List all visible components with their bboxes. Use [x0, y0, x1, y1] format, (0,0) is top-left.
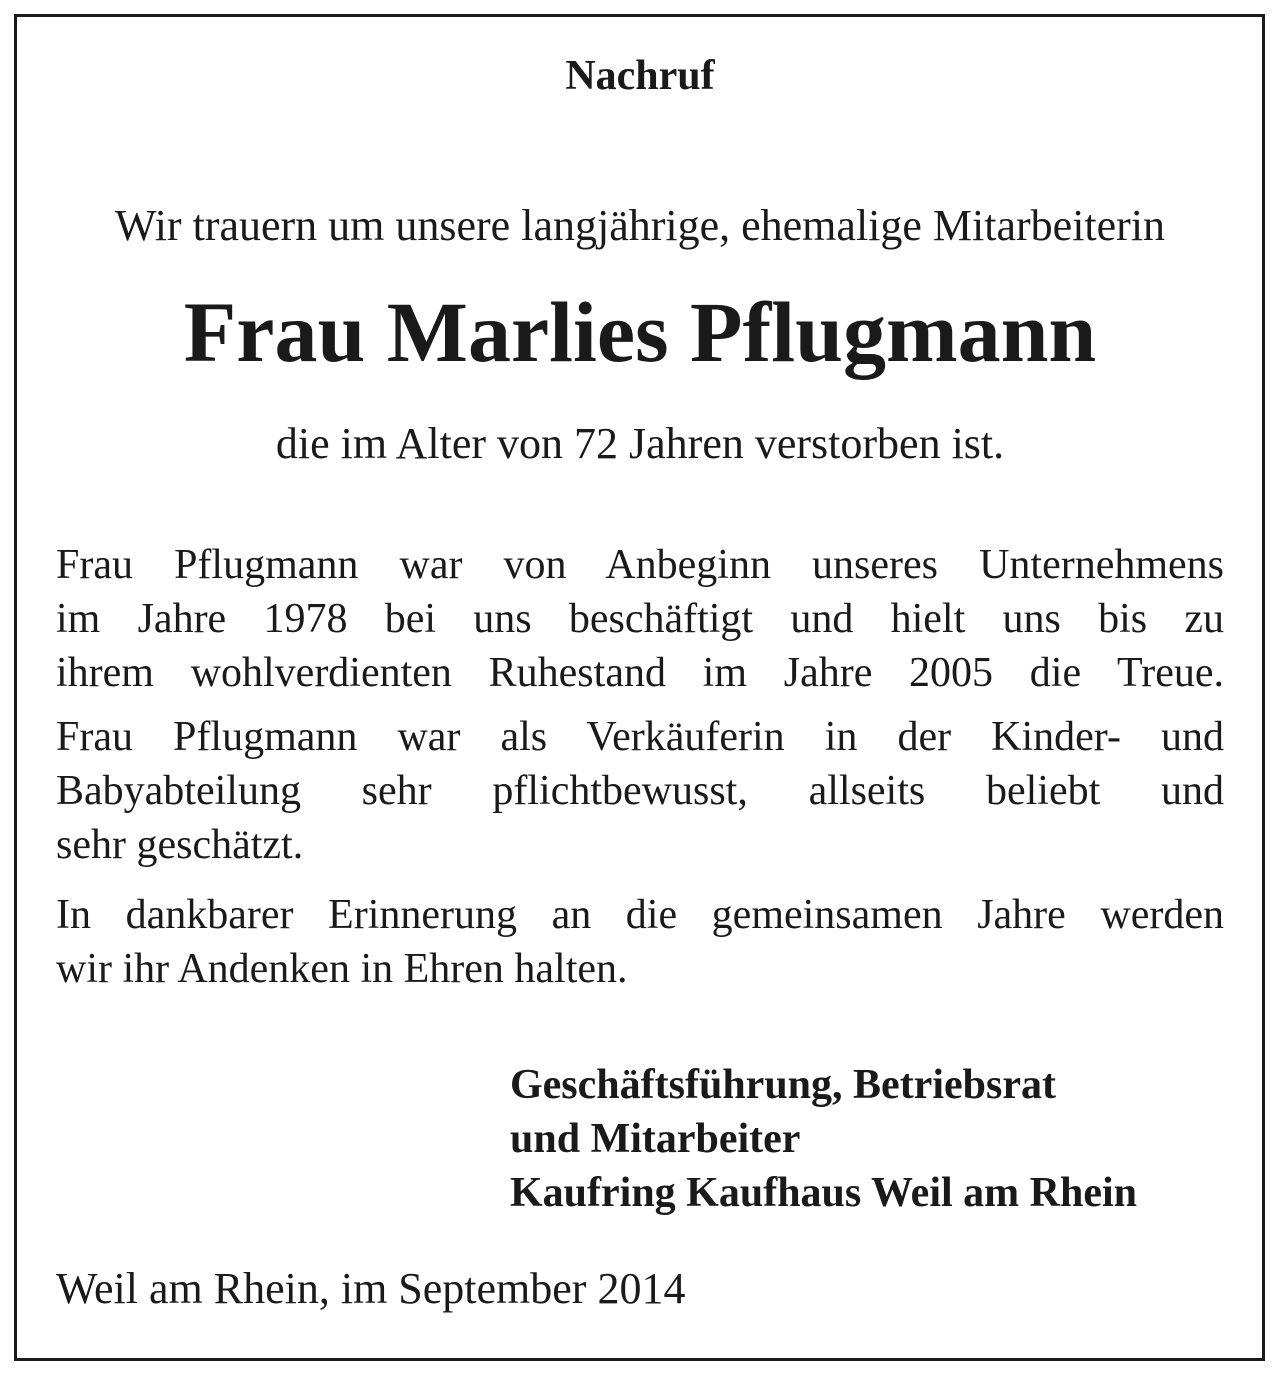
paragraph-line: sehr geschätzt. [56, 822, 304, 868]
paragraph-line: Babyabteilung sehr pflichtbewusst, allseits beliebt und [56, 768, 1224, 814]
place-date: Weil am Rhein, im September 2014 [56, 1264, 686, 1313]
paragraph-line: Frau Pflugmann war von Anbeginn unseres Unternehmens [56, 542, 1224, 588]
notice-heading: Nachruf [565, 53, 715, 99]
age-line: die im Alter von 72 Jahren verstorben ist. [275, 419, 1005, 468]
paragraph-line: wir ihr Andenken in Ehren halten. [56, 946, 628, 992]
signature-line: und Mitarbeiter [510, 1116, 801, 1162]
paragraph-employment [56, 538, 1224, 700]
signature-block [510, 1058, 1137, 1220]
signature-line: Kaufring Kaufhaus Weil am Rhein [510, 1170, 1138, 1216]
paragraph-line: im Jahre 1978 bei uns beschäftigt und hielt uns bis zu [56, 596, 1224, 642]
intro-line: Wir trauern um unsere langjährige, ehemalige Mitarbeiterin [114, 201, 1166, 250]
signature-line: Geschäftsführung, Betriebsrat [510, 1062, 1056, 1108]
paragraph-role [56, 710, 1224, 872]
paragraph-line: ihrem wohlverdienten Ruhestand im Jahre 2005 die Treue. [56, 650, 1224, 696]
paragraph-line: Frau Pflugmann war als Verkäuferin in der Kinder- und [56, 714, 1224, 760]
paragraph-line: In dankbarer Erinnerung an die gemeinsamen Jahre werden [56, 892, 1224, 938]
paragraph-remembrance [56, 888, 1224, 996]
deceased-name: Frau Marlies Pflugmann [183, 284, 1097, 380]
